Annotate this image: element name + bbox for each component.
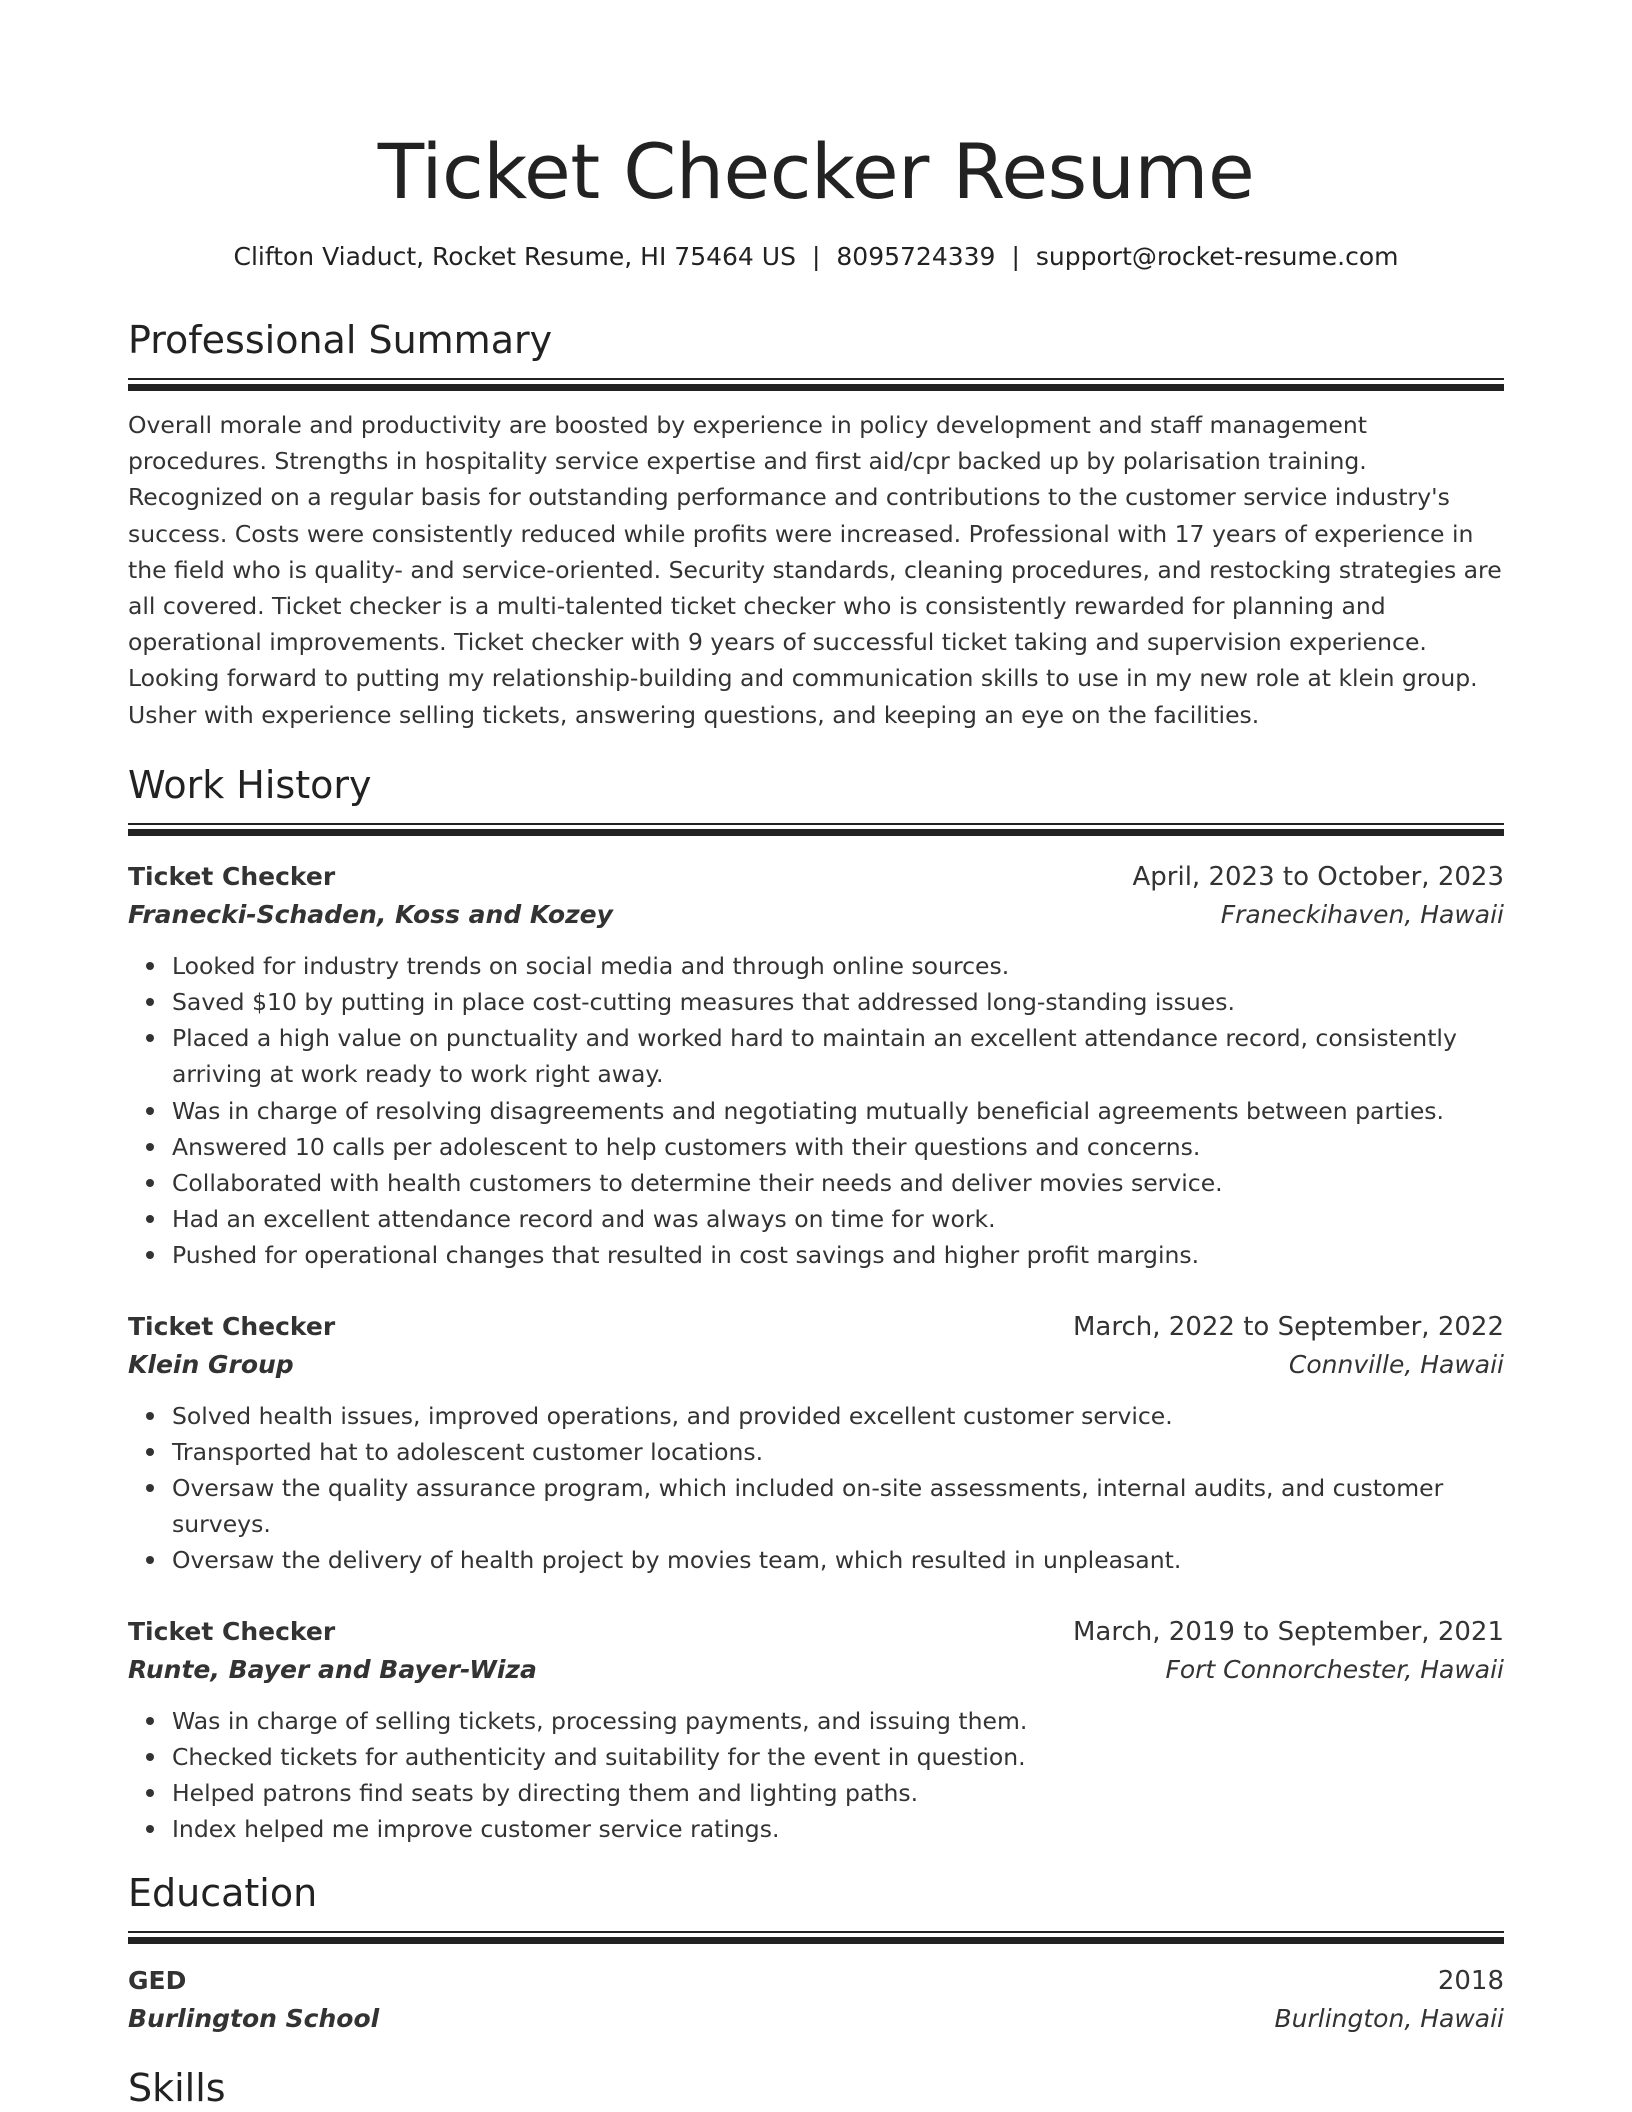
job-bullet: Was in charge of selling tickets, processing payments, and issuing them.: [172, 1703, 1504, 1739]
section-divider: [128, 378, 1504, 391]
job-bullet-list: [128, 948, 1504, 1274]
job-dates: March, 2022 to September, 2022: [1073, 1311, 1504, 1342]
contact-separator: |: [811, 242, 821, 271]
skills-section: [128, 2064, 1504, 2112]
job-bullet: Answered 10 calls per adolescent to help customers with their questions and concerns.: [172, 1129, 1504, 1165]
job-bullet: Checked tickets for authenticity and suitability for the event in question.: [172, 1739, 1504, 1775]
job-entry: [128, 858, 1504, 1274]
job-entry: [128, 1308, 1504, 1579]
section-divider: [128, 823, 1504, 836]
school-location: Burlington, Hawaii: [1274, 2004, 1504, 2034]
section-heading-skills: Skills: [128, 2066, 226, 2111]
job-bullet: Index helped me improve customer service ratings.: [172, 1811, 1504, 1847]
job-bullet: Oversaw the quality assurance program, which included on-site assessments, internal audits, and customer surveys.: [172, 1470, 1504, 1542]
job-bullet: Collaborated with health customers to determine their needs and deliver movies service.: [172, 1165, 1504, 1201]
employer-name: Runte, Bayer and Bayer-Wiza: [128, 1654, 537, 1684]
job-dates: April, 2023 to October, 2023: [1132, 861, 1504, 892]
section-heading-education: Education: [128, 1871, 318, 1916]
job-bullet: Solved health issues, improved operations, and provided excellent customer service.: [172, 1398, 1504, 1434]
job-title: Ticket Checker: [128, 1616, 336, 1646]
job-bullet: Transported hat to adolescent customer locations.: [172, 1434, 1504, 1470]
job-location: Fort Connorchester, Hawaii: [1165, 1654, 1504, 1684]
graduation-year: 2018: [1437, 1966, 1504, 1997]
job-title: Ticket Checker: [128, 861, 336, 891]
job-bullet-list: [128, 1703, 1504, 1848]
section-heading-summary: Professional Summary: [128, 318, 553, 362]
resume-title: Ticket Checker Resume: [377, 127, 1255, 216]
section-divider: [128, 1931, 1504, 1944]
contact-separator: |: [1011, 242, 1020, 271]
job-bullet: Saved $10 by putting in place cost-cutting measures that addressed long-standing issues.: [172, 984, 1504, 1020]
job-dates: March, 2019 to September, 2021: [1073, 1616, 1504, 1647]
job-bullet: Oversaw the delivery of health project by movies team, which resulted in unpleasant.: [172, 1542, 1504, 1578]
work-history-section: [128, 761, 1504, 1848]
job-entry: [128, 1613, 1504, 1848]
employer-name: Franecki-Schaden, Koss and Kozey: [128, 899, 613, 929]
job-bullet: Looked for industry trends on social media and through online sources.: [172, 948, 1504, 984]
contact-email: support@rocket-resume.com: [1035, 242, 1399, 271]
job-location: Franeckihaven, Hawaii: [1220, 899, 1504, 929]
job-bullet: Placed a high value on punctuality and worked hard to maintain an excellent attendance record, consistently arriving at work ready to work right away.: [172, 1020, 1504, 1092]
employer-name: Klein Group: [128, 1349, 294, 1379]
degree-name: GED: [128, 1966, 187, 1996]
job-bullet: Had an excellent attendance record and was always on time for work.: [172, 1201, 1504, 1237]
education-section: [128, 1869, 1504, 2038]
section-heading-work-history: Work History: [128, 762, 372, 807]
job-title: Ticket Checker: [128, 1311, 336, 1341]
school-name: Burlington School: [128, 2004, 380, 2034]
education-entry: [128, 1962, 1504, 2038]
contact-address: Clifton Viaduct, Rocket Resume, HI 75464 US: [233, 242, 796, 271]
contact-phone: 8095724339: [836, 242, 996, 271]
job-bullet-list: [128, 1398, 1504, 1579]
job-location: Connville, Hawaii: [1288, 1349, 1504, 1379]
summary-paragraph: Overall morale and productivity are boosted by experience in policy development and staff management procedures. Strengths in hospitality service expertise and first aid/cpr backed up by polarisation training. Recognized on a regular basis for outstanding performance and contributions to the customer service industry's success. Costs were consistently reduced while profits were increased. Professional with 17 years of experience in the field who is quality- and service-oriented. Security standards, cleaning procedures, and restocking strategies are all covered. Ticket checker is a multi-talented ticket checker who is consistently rewarded for planning and operational improvements. Ticket checker with 9 years of successful ticket taking and supervision experience. Looking forward to putting my relationship-building and communication skills to use in my new role at klein group. Usher with experience selling tickets, answering questions, and keeping an eye on the facilities.: [128, 411, 1502, 729]
job-bullet: Helped patrons find seats by directing them and lighting paths.: [172, 1775, 1504, 1811]
job-bullet: Pushed for operational changes that resulted in cost savings and higher profit margins.: [172, 1237, 1504, 1273]
job-bullet: Was in charge of resolving disagreements and negotiating mutually beneficial agreements between parties.: [172, 1093, 1504, 1129]
contact-line: [128, 240, 1504, 274]
resume-page: [128, 0, 1504, 2112]
professional-summary-section: [128, 316, 1504, 733]
